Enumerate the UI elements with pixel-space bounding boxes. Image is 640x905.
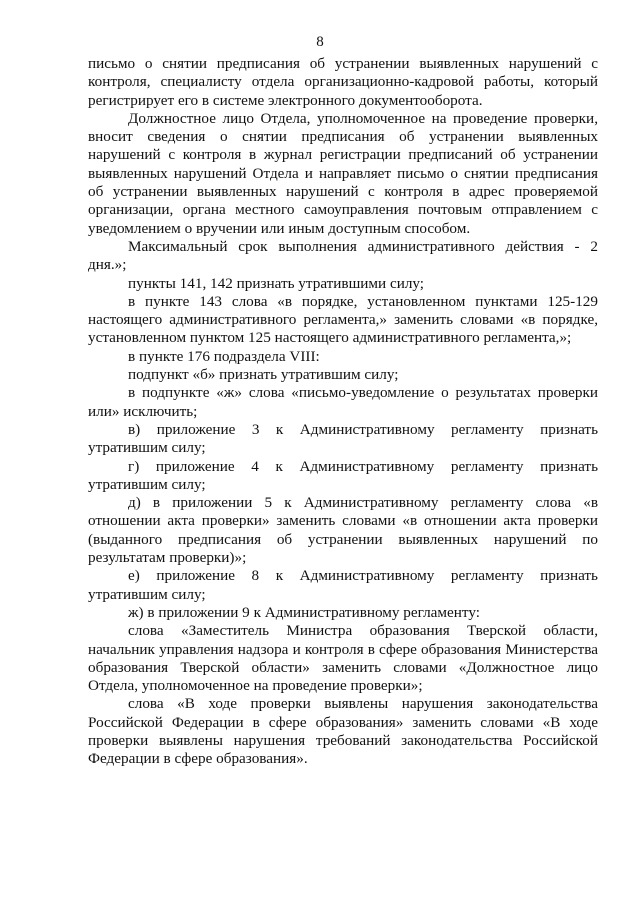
paragraph: письмо о снятии предписания об устранении выявленных нарушений с контроля, специалисту отдела организационно-кадровой работы, который регистрирует его в системе электронного документооборота. (88, 55, 598, 109)
paragraph: слова «В ходе проверки выявлены нарушения законодательства Российской Федерации в сфере образования» заменить словами «В ходе проверки выявлены нарушения требований законодательства Российской Федерации в сфере образования». (88, 695, 598, 768)
paragraph: д) в приложении 5 к Административному регламенту слова «в отношении акта проверки» заменить словами «в отношении акта проверки (выданного предписания об устранении выявленных нарушений по результатам проверки)»; (88, 494, 598, 567)
paragraph: Должностное лицо Отдела, уполномоченное на проведение проверки, вносит сведения о снятии предписания об устранении выявленных нарушений с контроля в журнал регистрации предписаний об устранении выявленных нарушений Отдела и направляет письмо о снятии предписания об устранении выявленных нарушений с контроля в адрес проверяемой организации, органа местного самоуправления почтовым отправлением с уведомлением о вручении или иным доступным способом. (88, 109, 598, 237)
document-body (88, 55, 598, 769)
page-number: 8 (316, 34, 324, 50)
paragraph: в пункте 176 подраздела VIII: (128, 347, 320, 365)
paragraph: ж) в приложении 9 к Административному регламенту: (128, 603, 480, 621)
paragraph: в) приложение 3 к Административному регламенту признать утратившим силу; (88, 420, 598, 457)
paragraph: е) приложение 8 к Административному регламенту признать утратившим силу; (88, 567, 598, 603)
paragraph: в подпункте «ж» слова «письмо-уведомление о результатах проверки или» исключить; (88, 384, 598, 420)
paragraph: г) приложение 4 к Административному регламенту признать утратившим силу; (88, 457, 598, 493)
paragraph: Максимальный срок выполнения административного действия - 2 дня.»; (88, 237, 598, 274)
paragraph: в пункте 143 слова «в порядке, установленном пунктами 125-129 настоящего административного регламента,» заменить словами «в порядке, установленном пунктом 125 настоящего административного регламента,»; (88, 292, 598, 347)
paragraph: подпункт «б» признать утратившим силу; (128, 366, 399, 384)
paragraph: слова «Заместитель Министра образования Тверской области, начальник управления надзора и контроля в сфере образования Министерства образования Тверской области» заменить словами «Должностное лицо Отдела, уполномоченное на проведение проверки»; (88, 622, 598, 695)
paragraph: пункты 141, 142 признать утратившими силу; (128, 274, 425, 292)
